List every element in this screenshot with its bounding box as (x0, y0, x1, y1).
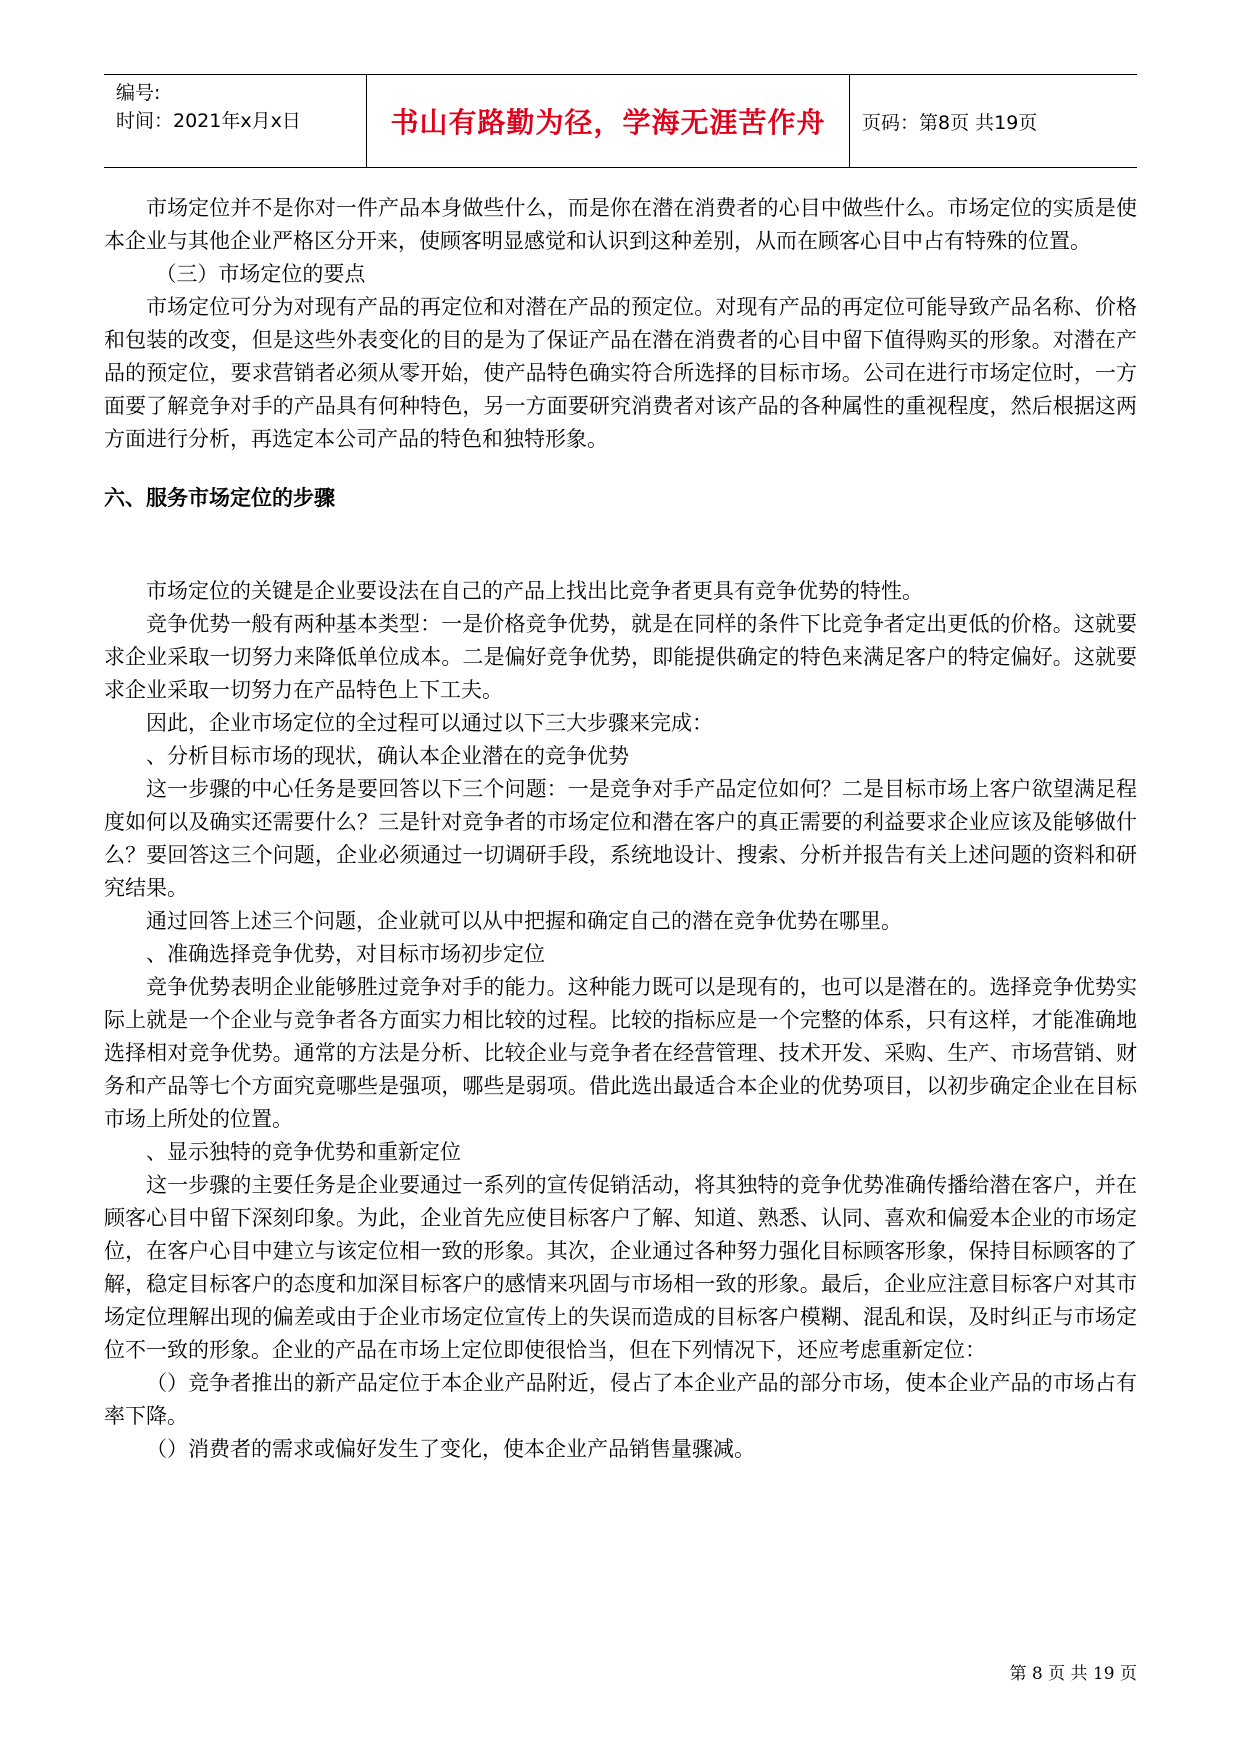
document-time-label: 时间：2021年x月x日 (116, 110, 301, 132)
paragraph: 竞争优势一般有两种基本类型：一是价格竞争优势，就是在同样的条件下比竞争者定出更低的价格。这就要求企业采取一切努力来降低单位成本。二是偏好竞争优势，即能提供确定的特色来满足客户的特定偏好。这就要求企业采取一切努力在产品特色上下工夫。 (104, 612, 1137, 702)
document-number-label: 编号: (116, 82, 161, 104)
header-page-label: 页码：第8页 共19页 (862, 111, 1038, 134)
page-header (104, 74, 1137, 168)
section-heading: 六、服务市场定位的步骤 (104, 486, 335, 510)
paragraph: 市场定位的关键是企业要设法在自己的产品上找出比竞争者更具有竞争优势的特性。 (146, 579, 923, 603)
paragraph: 因此，企业市场定位的全过程可以通过以下三大步骤来完成： (146, 711, 713, 735)
paragraph: 通过回答上述三个问题，企业就可以从中把握和确定自己的潜在竞争优势在哪里。 (146, 909, 902, 933)
step-heading: 、分析目标市场的现状，确认本企业潜在的竞争优势 (146, 744, 629, 768)
paragraph: 这一步骤的主要任务是企业要通过一系列的宣传促销活动，将其独特的竞争优势准确传播给潜在客户，并在顾客心目中留下深刻印象。为此，企业首先应使目标客户了解、知道、熟悉、认同、喜欢和偏爱本企业的市场定位，在客户心目中建立与该定位相一致的形象。其次，企业通过各种努力强化目标顾客形象，保持目标顾客的了解，稳定目标客户的态度和加深目标客户的感情来巩固与市场相一致的形象。最后，企业应注意目标客户对其市场定位理解出现的偏差或由于企业市场定位宣传上的失误而造成的目标客户模糊、混乱和误，及时纠正与市场定位不一致的形象。企业的产品在市场上定位即使很恰当，但在下列情况下，还应考虑重新定位： (104, 1173, 1137, 1362)
paragraph: 市场定位并不是你对一件产品本身做些什么，而是你在潜在消费者的心目中做些什么。市场定位的实质是使本企业与其他企业严格区分开来，使顾客明显感觉和认识到这种差别，从而在顾客心目中占有特殊的位置。 (104, 196, 1137, 253)
list-item: （）消费者的需求或偏好发生了变化，使本企业产品销售量骤减。 (146, 1437, 755, 1461)
paragraph: 市场定位可分为对现有产品的再定位和对潜在产品的预定位。对现有产品的再定位可能导致产品名称、价格和包装的改变，但是这些外表变化的目的是为了保证产品在潜在消费者的心目中留下值得购买的形象。对潜在产品的预定位，要求营销者必须从零开始，使产品特色确实符合所选择的目标市场。公司在进行市场定位时，一方面要了解竞争对手的产品具有何种特色，另一方面要研究消费者对该产品的各种属性的重视程度，然后根据这两方面进行分析，再选定本公司产品的特色和独特形象。 (104, 295, 1137, 451)
list-item: （）竞争者推出的新产品定位于本企业产品附近，侵占了本企业产品的部分市场，使本企业产品的市场占有率下降。 (104, 1371, 1137, 1428)
step-heading: 、准确选择竞争优势，对目标市场初步定位 (146, 942, 545, 966)
paragraph: 竞争优势表明企业能够胜过竞争对手的能力。这种能力既可以是现有的，也可以是潜在的。选择竞争优势实际上就是一个企业与竞争者各方面实力相比较的过程。比较的指标应是一个完整的体系，只有这样，才能准确地选择相对竞争优势。通常的方法是分析、比较企业与竞争者在经营管理、技术开发、采购、生产、市场营销、财务和产品等七个方面究竟哪些是强项，哪些是弱项。借此选出最适合本企业的优势项目，以初步确定企业在目标市场上所处的位置。 (104, 975, 1137, 1131)
subsection-heading: （三）市场定位的要点 (155, 262, 366, 286)
document-body (104, 192, 1137, 1466)
step-heading: 、显示独特的竞争优势和重新定位 (146, 1140, 461, 1164)
page-footer: 第 8 页 共 19 页 (1009, 1664, 1137, 1684)
header-motto: 书山有路勤为径，学海无涯苦作舟 (367, 75, 850, 167)
paragraph: 这一步骤的中心任务是要回答以下三个问题：一是竞争对手产品定位如何？二是目标市场上客户欲望满足程度如何以及确实还需要什么？三是针对竞争者的市场定位和潜在客户的真正需要的利益要求企业应该及能够做什么？要回答这三个问题，企业必须通过一切调研手段，系统地设计、搜索、分析并报告有关上述问题的资料和研究结果。 (104, 777, 1137, 900)
header-left-cell (104, 75, 367, 167)
